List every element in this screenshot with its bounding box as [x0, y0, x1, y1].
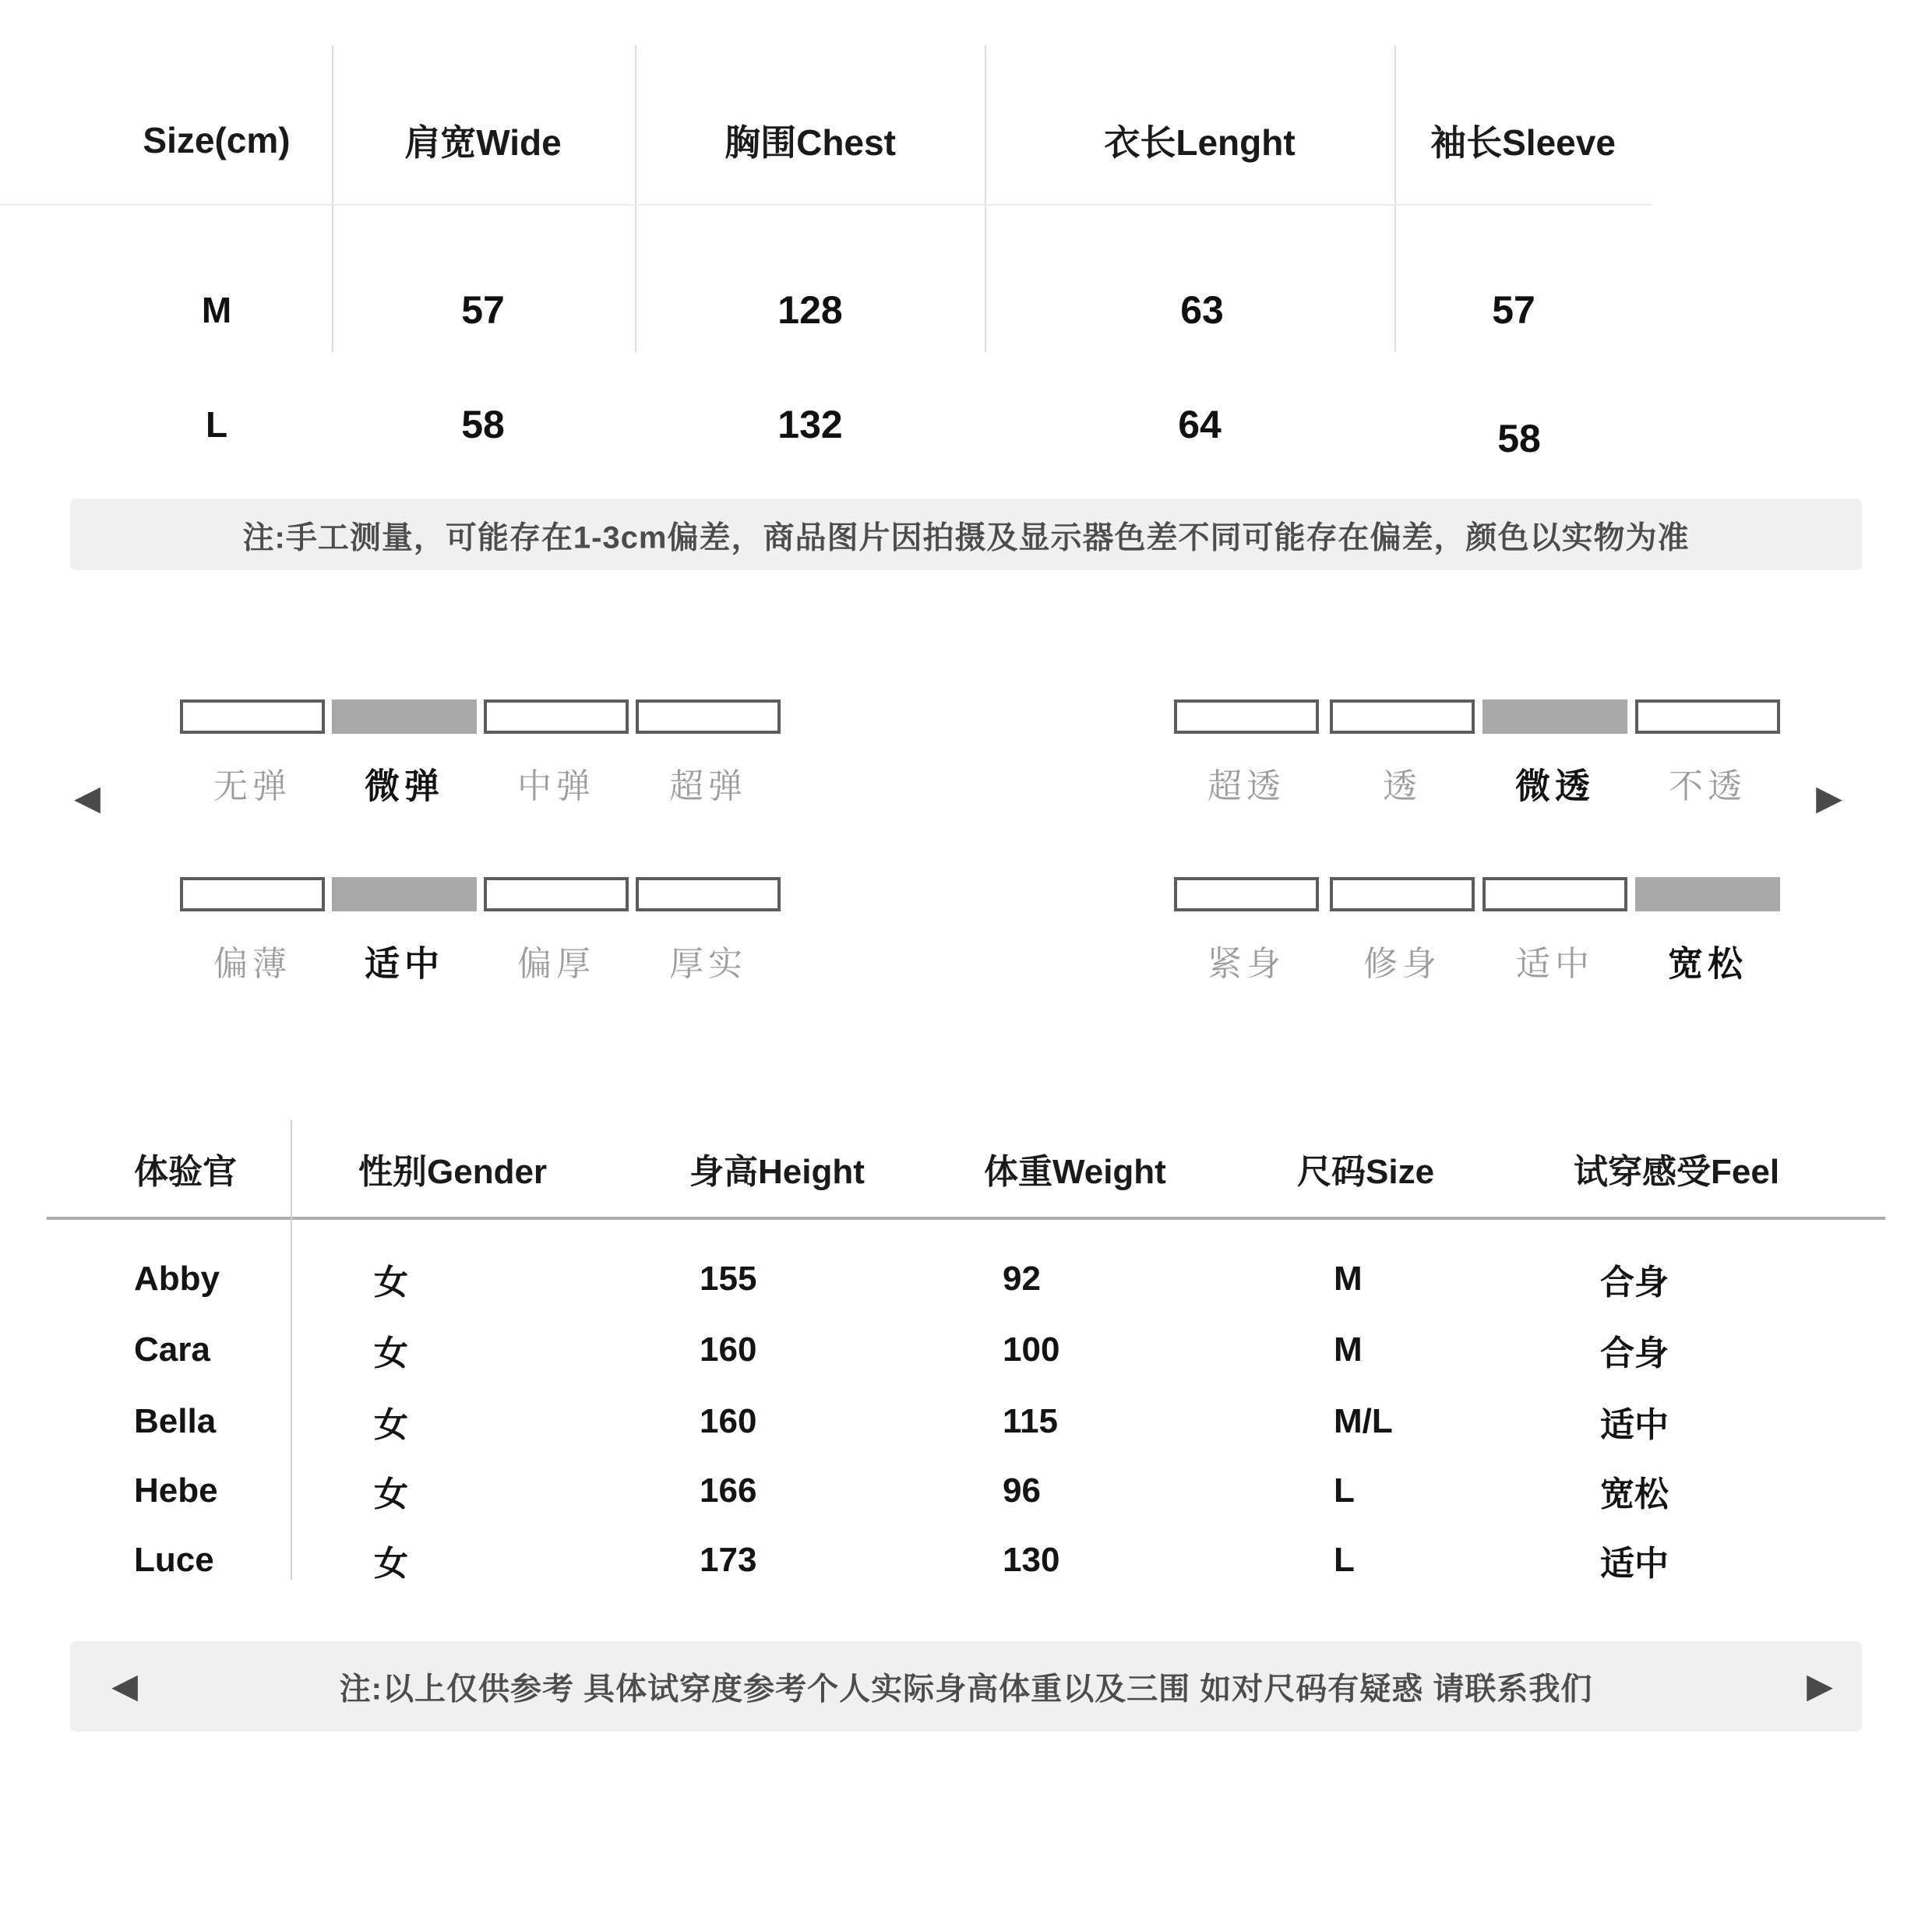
- size-table-column-divider: [985, 45, 986, 352]
- scale-box-fit-1: [1330, 877, 1475, 911]
- size-table-header-chest: 胸围Chest: [724, 122, 896, 163]
- scale-label-transparency-0: 超透: [1208, 767, 1285, 805]
- size-cell-m-wide: 57: [461, 288, 505, 332]
- scale-label-transparency-3: 不透: [1669, 767, 1747, 805]
- fit-cell-feel: 适中: [1600, 1545, 1669, 1583]
- scale-label-elasticity-3: 超弹: [669, 767, 747, 805]
- fit-cell-name: Bella: [134, 1402, 217, 1440]
- fit-table-header-weight: 体重Weight: [984, 1153, 1166, 1191]
- fit-cell-height: 155: [700, 1260, 757, 1298]
- scale-box-thickness-0: [180, 877, 325, 911]
- size-table-header-size: Size(cm): [143, 120, 291, 160]
- scale-label-transparency-1: 透: [1383, 767, 1422, 805]
- prev-arrow-icon[interactable]: ◀: [74, 779, 100, 817]
- fit-cell-feel: 合身: [1600, 1263, 1669, 1302]
- scale-box-transparency-1: [1330, 700, 1475, 734]
- fit-table-header-tester: 体验官: [134, 1153, 237, 1191]
- fit-cell-gender: 女: [374, 1334, 408, 1373]
- size-cell-l-length: 64: [1178, 403, 1222, 446]
- size-table-header-sleeve: 袖长Sleeve: [1430, 122, 1616, 163]
- fit-cell-size: M/L: [1334, 1402, 1393, 1440]
- scale-label-thickness-3: 厚实: [669, 945, 747, 983]
- scale-label-elasticity-1-selected: 微弹: [364, 766, 445, 806]
- scale-label-transparency-2-selected: 微透: [1514, 766, 1595, 806]
- fit-cell-weight: 96: [1003, 1471, 1041, 1510]
- scale-box-elasticity-2: [484, 700, 629, 734]
- scale-box-thickness-2: [484, 877, 629, 911]
- reference-note-text: 注:以上仅供参考 具体试穿度参考个人实际身高体重以及三围 如对尺码有疑惑 请联系我们: [339, 1672, 1593, 1707]
- next-arrow-icon[interactable]: ▶: [1807, 1667, 1833, 1705]
- fit-table-header-feel: 试穿感受Feel: [1574, 1153, 1780, 1191]
- scale-label-fit-3-selected: 宽松: [1667, 943, 1748, 984]
- size-cell-l-wide: 58: [461, 403, 505, 446]
- fit-cell-size: M: [1334, 1330, 1363, 1369]
- fit-table-header-height: 身高Height: [689, 1153, 865, 1191]
- size-cell-m-chest: 128: [777, 288, 843, 332]
- size-table-column-divider: [332, 45, 333, 352]
- fit-cell-name: Cara: [134, 1330, 210, 1369]
- size-table-column-divider: [1394, 45, 1396, 352]
- fit-cell-name: Hebe: [134, 1471, 218, 1510]
- fit-cell-height: 160: [700, 1402, 757, 1440]
- fit-cell-height: 160: [700, 1330, 757, 1369]
- scale-label-elasticity-0: 无弹: [213, 767, 291, 805]
- scale-label-fit-2: 适中: [1516, 945, 1594, 983]
- fit-cell-size: L: [1334, 1471, 1355, 1510]
- fit-cell-gender: 女: [374, 1263, 408, 1302]
- size-row-label-l: L: [205, 404, 228, 445]
- scale-box-elasticity-0: [180, 700, 325, 734]
- scale-box-fit-3-selected: [1635, 877, 1780, 911]
- fit-cell-height: 173: [700, 1541, 757, 1579]
- size-row-label-m: M: [201, 290, 232, 330]
- fit-cell-size: L: [1334, 1541, 1355, 1579]
- size-cell-m-sleeve: 57: [1492, 288, 1535, 332]
- scale-box-thickness-1-selected: [332, 877, 477, 911]
- fit-cell-gender: 女: [374, 1545, 408, 1583]
- fit-cell-name: Abby: [134, 1260, 220, 1298]
- scale-box-elasticity-1-selected: [332, 700, 477, 734]
- size-cell-l-chest: 132: [777, 403, 843, 446]
- fit-cell-height: 166: [700, 1471, 757, 1510]
- size-cell-l-sleeve: 58: [1497, 417, 1541, 460]
- prev-arrow-icon[interactable]: ◀: [111, 1667, 138, 1705]
- scale-box-fit-2: [1482, 877, 1627, 911]
- next-arrow-icon[interactable]: ▶: [1816, 779, 1842, 817]
- fit-cell-feel: 合身: [1600, 1334, 1669, 1373]
- fit-cell-weight: 115: [1003, 1402, 1058, 1440]
- scale-label-fit-0: 紧身: [1208, 945, 1285, 983]
- scale-box-transparency-2-selected: [1482, 700, 1627, 734]
- size-table-column-divider: [635, 45, 636, 352]
- fit-cell-feel: 适中: [1600, 1406, 1669, 1444]
- fit-cell-name: Luce: [134, 1541, 214, 1579]
- scale-label-thickness-0: 偏薄: [213, 945, 291, 983]
- fit-cell-feel: 宽松: [1600, 1475, 1669, 1514]
- scale-box-transparency-3: [1635, 700, 1780, 734]
- scale-box-transparency-0: [1174, 700, 1319, 734]
- scale-box-fit-0: [1174, 877, 1319, 911]
- scale-box-thickness-3: [636, 877, 781, 911]
- scale-label-thickness-2: 偏厚: [517, 945, 595, 983]
- measure-note-text: 注:手工测量，可能存在1-3cm偏差，商品图片因拍摄及显示器色差不同可能存在偏差，颜色以实物为准: [242, 520, 1690, 555]
- size-table-header-length: 衣长Lenght: [1104, 122, 1296, 163]
- scale-label-elasticity-2: 中弹: [517, 767, 595, 805]
- fit-cell-weight: 100: [1003, 1330, 1060, 1369]
- fit-table-header-rule: [47, 1217, 1885, 1220]
- fit-table-header-gender: 性别Gender: [358, 1153, 548, 1191]
- scale-label-fit-1: 修身: [1363, 945, 1441, 983]
- size-table-header-underline: [0, 204, 1652, 206]
- fit-cell-weight: 130: [1003, 1541, 1060, 1579]
- fit-table-column-divider: [291, 1120, 292, 1580]
- size-table-header-wide: 肩宽Wide: [404, 122, 562, 163]
- fit-cell-gender: 女: [374, 1475, 408, 1514]
- scale-label-thickness-1-selected: 适中: [364, 943, 445, 984]
- fit-cell-weight: 92: [1003, 1260, 1041, 1298]
- fit-cell-size: M: [1334, 1260, 1363, 1298]
- fit-cell-gender: 女: [374, 1406, 408, 1444]
- size-cell-m-length: 63: [1180, 288, 1224, 332]
- scale-box-elasticity-3: [636, 700, 781, 734]
- fit-table-header-size: 尺码Size: [1297, 1153, 1435, 1191]
